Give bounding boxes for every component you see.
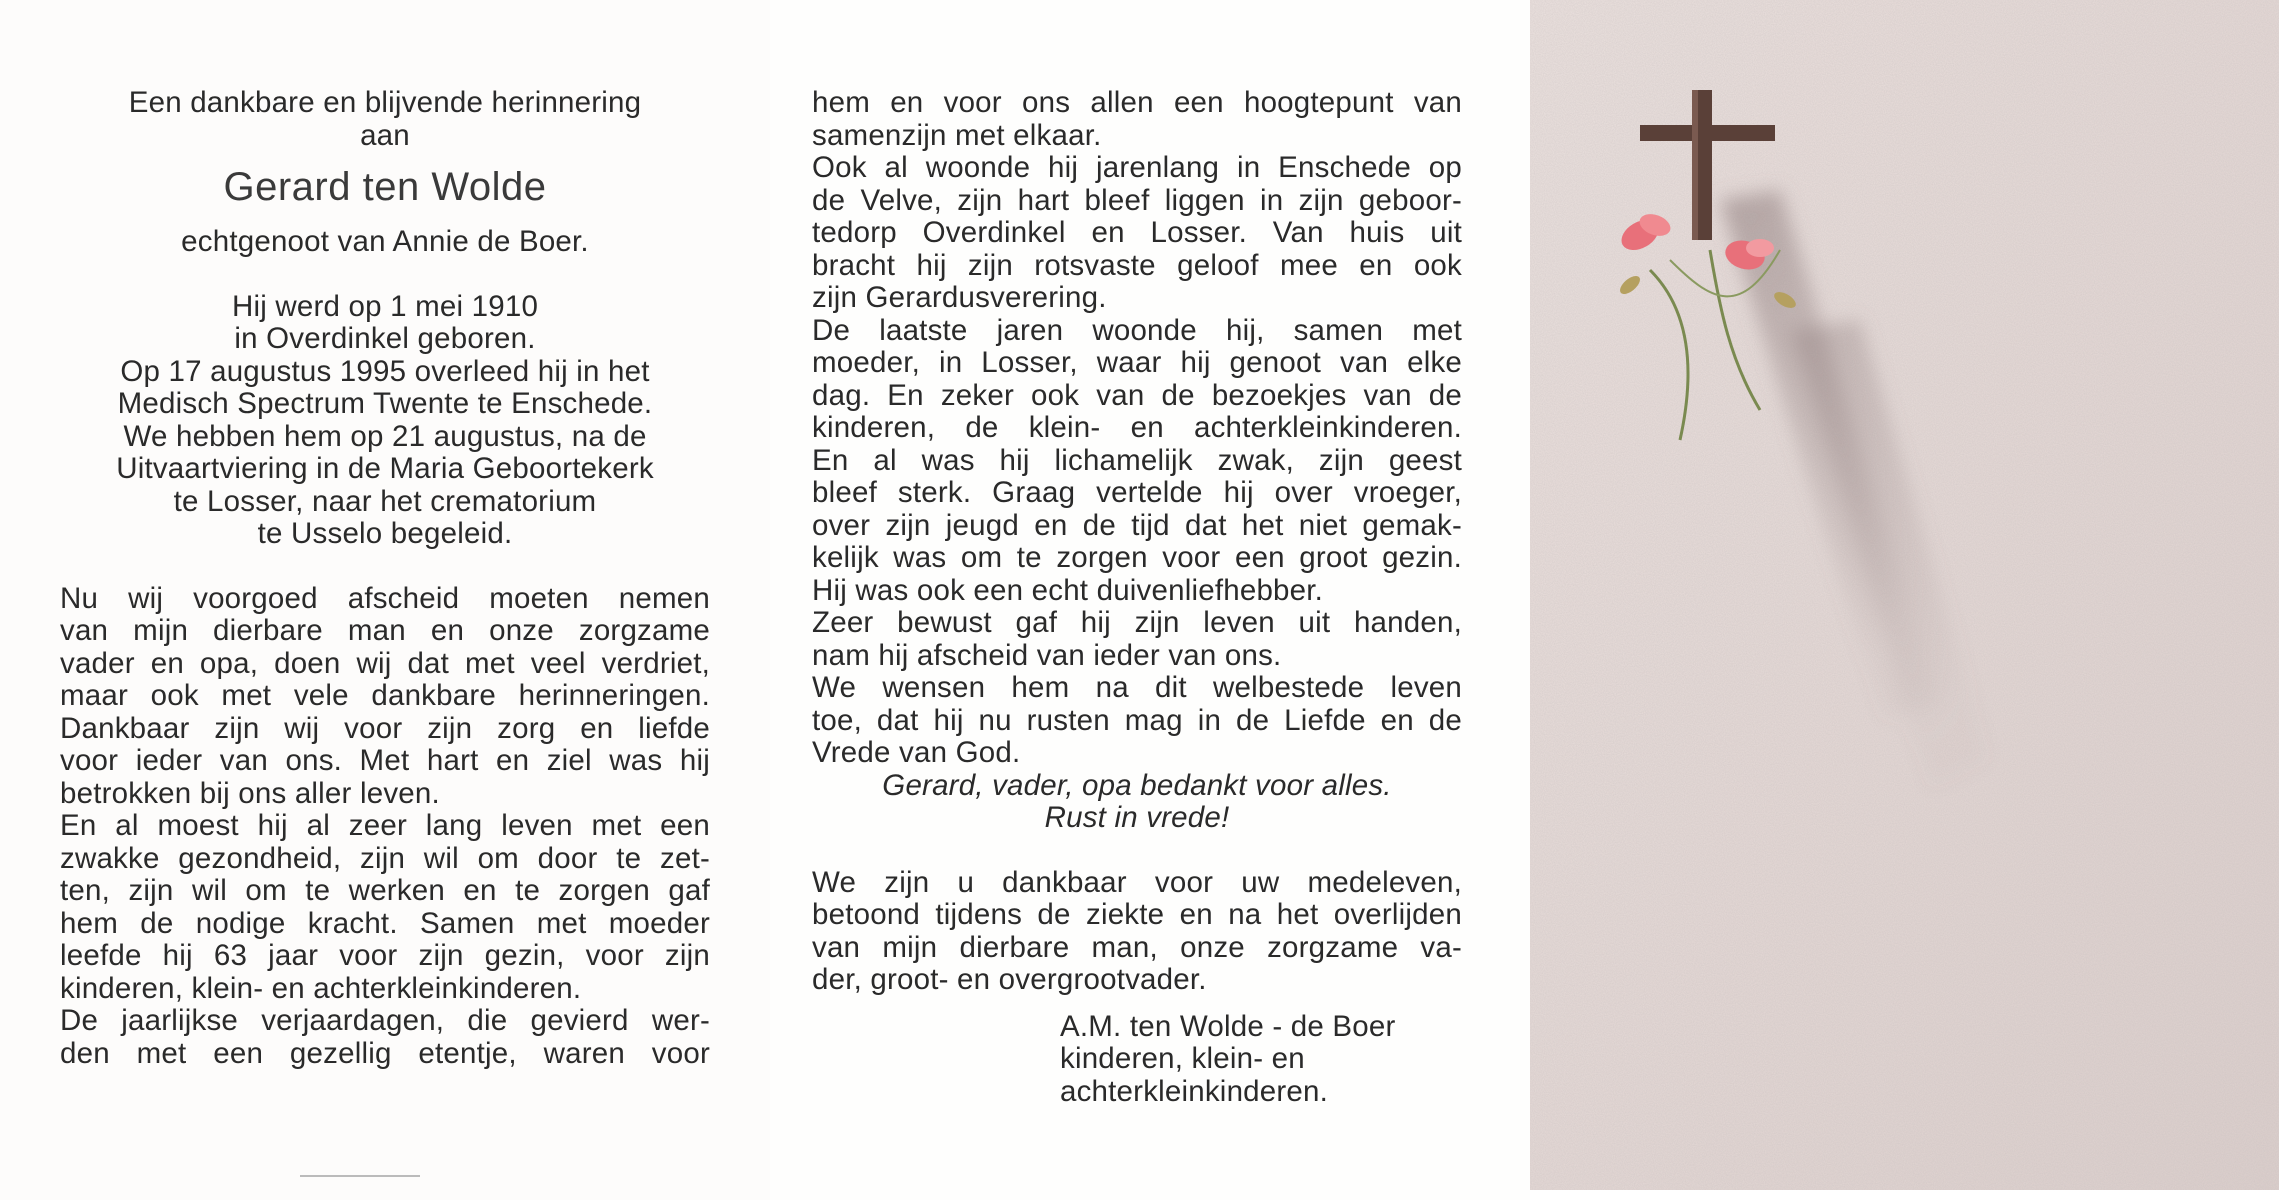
text-line: samenzijn met elkaar. xyxy=(812,118,1102,152)
text-line: betrokken bij ons aller leven. xyxy=(60,776,440,810)
text-line: De jaarlijkse verjaardagen, die gevierd wer- xyxy=(60,1004,710,1037)
text-line: zwakke gezondheid, zijn wil om door te zet- xyxy=(60,841,710,875)
text-line: bracht hij zijn rotsvaste geloof mee en ook xyxy=(812,248,1462,282)
text-line: dag. En zeker ook van de bezoekjes van de xyxy=(812,378,1462,412)
cross-illustration xyxy=(1530,0,2279,1190)
signature-line: kinderen, klein- en xyxy=(1060,1042,1305,1075)
signature-line: A.M. ten Wolde - de Boer xyxy=(1060,1009,1396,1043)
text-line: vader en opa, doen wij dat met veel verdriet, xyxy=(60,646,710,680)
text-line: hem en voor ons allen een hoogtepunt van xyxy=(812,86,1462,119)
memorial-text-middle xyxy=(812,87,1462,770)
divider xyxy=(300,1175,420,1177)
bio-line: in Overdinkel geboren. xyxy=(234,322,536,355)
bio-line: Medisch Spectrum Twente te Enschede. xyxy=(117,387,653,420)
bio-line: We hebben hem op 21 augustus, na de xyxy=(123,419,647,453)
bio-line: Hij werd op 1 mei 1910 xyxy=(231,289,539,323)
text-line: maar ook met vele dankbare herinneringen. xyxy=(60,679,710,712)
text-line: kinderen, de klein- en achterkleinkinderen. xyxy=(812,411,1462,444)
text-line: Hij was ook een echt duivenliefhebber. xyxy=(812,573,1324,607)
thanks-line: We zijn u dankbaar voor uw medeleven, xyxy=(812,865,1462,899)
thanks-block xyxy=(812,867,1462,997)
text-line: hem de nodige kracht. Samen met moeder xyxy=(60,906,710,940)
bio-line: Uitvaartviering in de Maria Geboortekerk xyxy=(116,452,654,485)
text-line: Zeer bewust gaf hij zijn leven uit handen, xyxy=(812,606,1462,639)
text-line: nam hij afscheid van ieder van ons. xyxy=(812,638,1282,672)
signature-block xyxy=(1060,1011,1462,1109)
text-line: den met een gezellig etentje, waren voor xyxy=(60,1036,710,1070)
text-line: En al moest hij al zeer lang leven met een xyxy=(60,809,710,842)
text-line: tedorp Overdinkel en Losser. Van huis uit xyxy=(812,216,1462,249)
memorial-text-left xyxy=(60,583,710,1071)
intro-line-2: aan xyxy=(360,118,410,152)
text-line: van mijn dierbare man en onze zorgzame xyxy=(60,614,710,647)
text-line: leefde hij 63 jaar voor zijn gezin, voor zijn xyxy=(60,939,710,972)
text-line: Nu wij voorgoed afscheid moeten nemen xyxy=(60,581,710,615)
bio-line: Op 17 augustus 1995 overleed hij in het xyxy=(120,354,650,388)
text-line: Dankbaar zijn wij voor zijn zorg en liefde xyxy=(60,711,710,745)
text-line: de Velve, zijn hart bleef liggen in zijn geboor- xyxy=(812,183,1462,217)
text-line: kelijk was om te zorgen voor een groot gezin. xyxy=(812,541,1462,574)
text-line: moeder, in Losser, waar hij genoot van elke xyxy=(812,346,1462,379)
text-line: toe, dat hij nu rusten mag in de Liefde en de xyxy=(812,703,1462,737)
text-line: over zijn jeugd en de tijd dat het niet gemak- xyxy=(812,508,1462,542)
closing-line-2: Rust in vrede! xyxy=(1044,801,1230,834)
text-line: En al was hij lichamelijk zwak, zijn geest xyxy=(812,443,1462,477)
text-line: zijn Gerardusverering. xyxy=(812,281,1107,314)
left-column xyxy=(60,87,710,1070)
text-line: voor ieder van ons. Met hart en ziel was hij xyxy=(60,744,710,777)
text-line: De laatste jaren woonde hij, samen met xyxy=(812,313,1462,347)
spouse-line: echtgenoot van Annie de Boer. xyxy=(181,225,589,258)
closing-line-1: Gerard, vader, opa bedankt voor alles. xyxy=(882,768,1392,802)
text-line: bleef sterk. Graag vertelde hij over vroeger, xyxy=(812,476,1462,509)
text-line: kinderen, klein- en achterkleinkinderen. xyxy=(60,971,582,1005)
text-line: Ook al woonde hij jarenlang in Enschede op xyxy=(812,151,1462,184)
cross-photo xyxy=(1530,0,2279,1190)
middle-column xyxy=(812,87,1462,1108)
text-line: ten, zijn wil om te werken en te zorgen gaf xyxy=(60,874,710,907)
bio-block xyxy=(60,291,710,551)
bio-line: te Losser, naar het crematorium xyxy=(173,484,597,518)
signature-line: achterkleinkinderen. xyxy=(1060,1074,1329,1108)
deceased-name: Gerard ten Wolde xyxy=(223,165,547,209)
text-line: We wensen hem na dit welbestede leven xyxy=(812,671,1462,704)
thanks-line: betoond tijdens de ziekte en na het overlijden xyxy=(812,898,1462,931)
text-line: Vrede van God. xyxy=(812,736,1021,769)
bio-line: te Usselo begeleid. xyxy=(257,517,513,550)
thanks-line: der, groot- en overgrootvader. xyxy=(812,963,1207,996)
intro-line-1: Een dankbare en blijvende herinnering xyxy=(128,86,642,119)
thanks-line: van mijn dierbare man, onze zorgzame va- xyxy=(812,930,1462,964)
